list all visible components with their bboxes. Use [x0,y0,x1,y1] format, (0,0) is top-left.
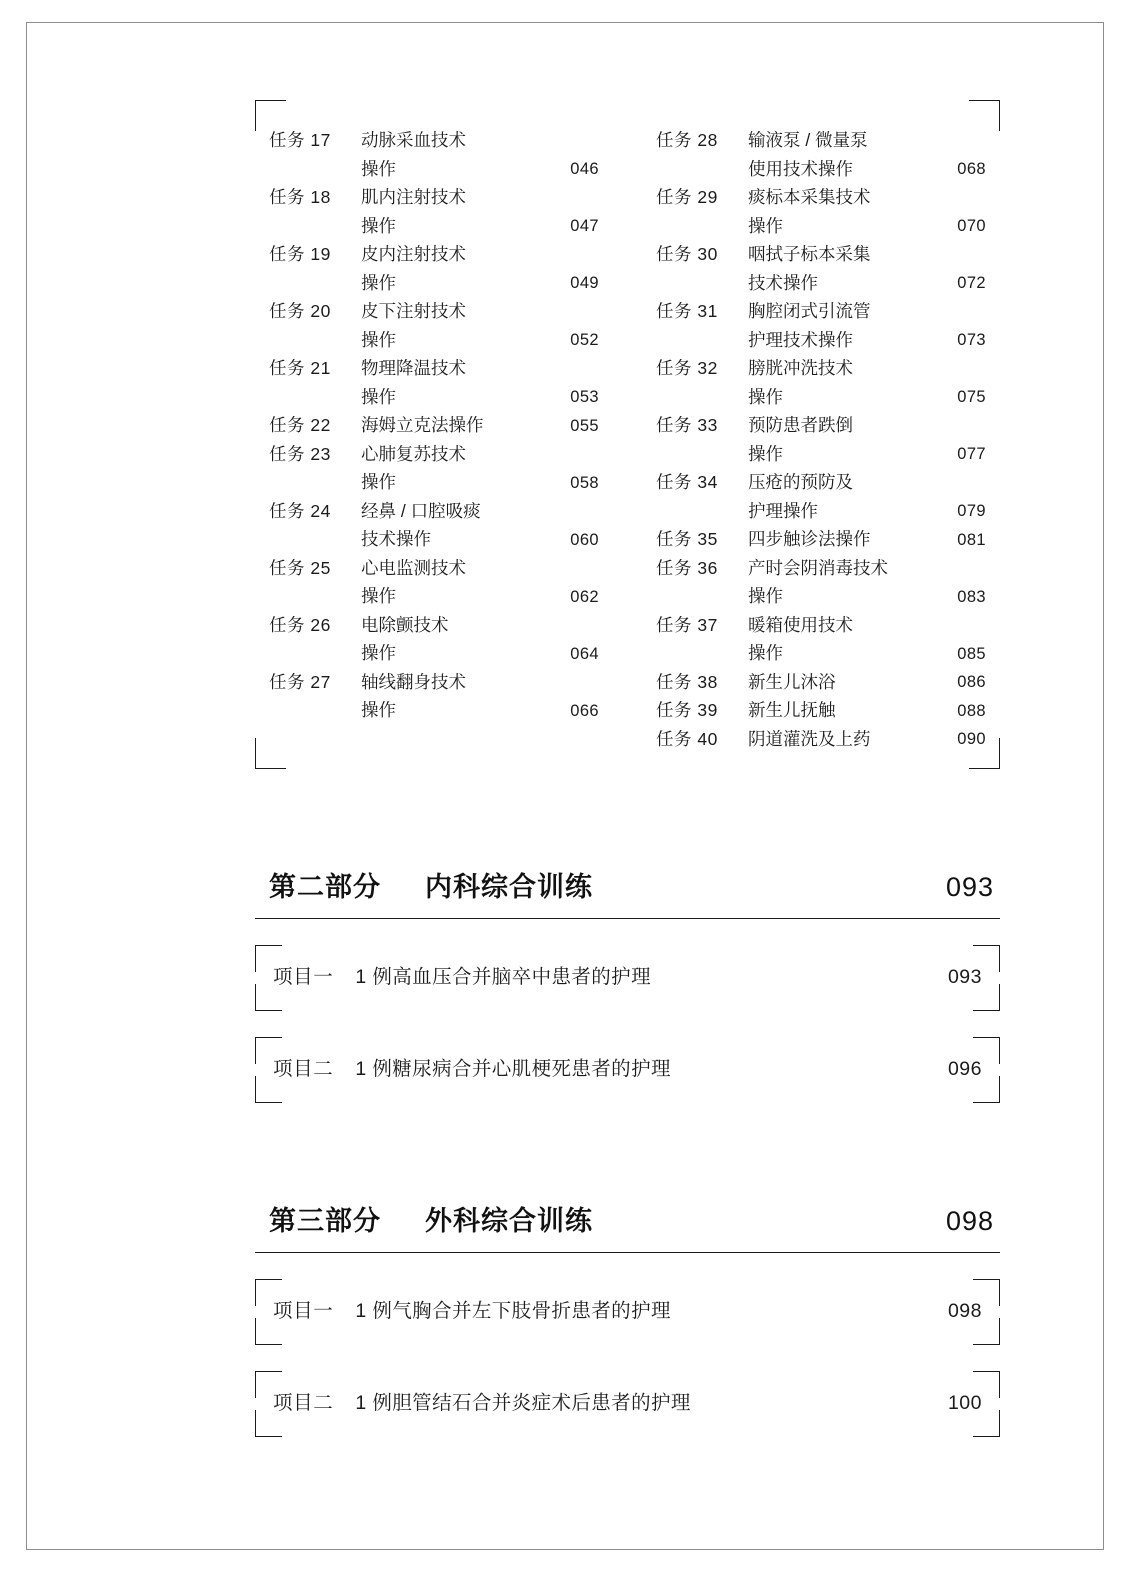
task-title [748,126,942,183]
task-page-number: 052 [570,331,599,350]
task-page-number: 085 [957,644,986,663]
task-title [748,183,942,240]
project-page-number: 098 [947,1300,982,1323]
task-title-line1: 胸腔闭式引流管 [748,301,871,322]
toc-content [255,100,1000,1437]
part-title-wrap [269,1199,593,1238]
task-title-line1: 预防患者跌倒 [748,415,853,436]
task-title-line1: 动脉采血技术 [361,130,466,150]
task-page-number: 046 [570,160,599,179]
toc-entry[interactable] [269,411,599,440]
task-title-line1: 输液泵 / 微量泵 [748,130,868,150]
part-section-3 [255,1199,1000,1437]
task-title [361,126,555,183]
task-title [748,611,942,668]
toc-entry[interactable] [269,668,599,725]
task-title [361,240,555,297]
task-title-line2: 操作 [748,443,783,464]
task-title [748,468,942,525]
task-number: 任务 39 [656,700,718,721]
task-page-number: 090 [957,730,986,749]
task-page-number: 062 [570,587,599,606]
task-title [361,440,555,497]
task-title-line1: 物理降温技术 [361,358,466,379]
toc-entry[interactable] [656,297,986,354]
project-inner [255,961,1000,995]
part-page-number: 098 [945,1206,994,1237]
toc-entry[interactable] [269,183,599,240]
toc-entry[interactable] [656,725,986,754]
task-title-line1: 四步触诊法操作 [748,529,871,550]
task-title [748,411,942,468]
task-title [361,497,555,554]
task-title [361,411,555,440]
task-title-line2: 操作 [748,586,783,607]
project-page-number: 100 [947,1392,982,1415]
task-number: 任务 33 [656,415,718,436]
task-number: 任务 22 [269,415,331,436]
task-page-number: 066 [570,701,599,720]
task-page-number: 081 [957,530,986,549]
task-title-line1: 皮内注射技术 [361,244,466,265]
task-title [361,354,555,411]
task-number: 任务 18 [269,187,331,208]
task-title-line1: 膀胱冲洗技术 [748,358,853,379]
project-entry[interactable] [255,1279,1000,1345]
project-inner [255,1295,1000,1329]
task-title [748,725,942,754]
task-title-line2: 操作 [361,643,396,664]
task-page-number: 083 [957,587,986,606]
task-title [748,297,942,354]
task-title [361,183,555,240]
project-label: 项目一 [273,966,334,989]
toc-entry[interactable] [656,611,986,668]
part-title-wrap [269,865,593,904]
task-number: 任务 37 [656,614,718,635]
task-title-line2: 操作 [748,215,783,236]
part-section-2 [255,865,1000,1103]
task-title [748,525,942,554]
task-title [361,554,555,611]
task-number: 任务 26 [269,614,331,635]
task-page-number: 073 [957,331,986,350]
task-title-line1: 电除颤技术 [361,614,449,635]
task-title [361,297,555,354]
task-page-number: 068 [957,160,986,179]
task-title-line1: 压疮的预防及 [748,472,853,493]
toc-entry[interactable] [269,611,599,668]
task-page-number: 077 [957,445,986,464]
task-title-line1: 新生儿抚触 [748,700,836,721]
toc-entry[interactable] [656,554,986,611]
task-title-line1: 心电监测技术 [361,557,466,578]
task-title-line1: 轴线翻身技术 [361,671,466,692]
task-title [361,611,555,668]
toc-entry[interactable] [656,240,986,297]
task-title [748,696,942,725]
task-number: 任务 32 [656,358,718,379]
part-header[interactable] [255,1199,1000,1253]
task-title-line2: 操作 [361,329,396,350]
task-title-line1: 咽拭子标本采集 [748,244,871,265]
task-columns [255,118,1000,753]
project-entry[interactable] [255,1037,1000,1103]
toc-entry[interactable] [656,183,986,240]
task-number: 任务 28 [656,130,718,150]
task-title-line1: 心肺复苏技术 [361,443,466,464]
project-name: 1 例糖尿病合并心肌梗死患者的护理 [355,1058,671,1081]
task-title-line2: 技术操作 [748,272,818,293]
task-number: 任务 35 [656,529,718,550]
project-page-number: 096 [947,1058,982,1081]
task-title-line1: 痰标本采集技术 [748,187,871,208]
task-title-line1: 肌内注射技术 [361,187,466,208]
project-name: 1 例高血压合并脑卒中患者的护理 [355,966,651,989]
project-name: 1 例胆管结石合并炎症术后患者的护理 [355,1392,691,1415]
task-page-number: 072 [957,274,986,293]
part-header[interactable] [255,865,1000,919]
project-left [273,1053,671,1081]
task-title-line2: 操作 [748,386,783,407]
project-name: 1 例气胸合并左下肢骨折患者的护理 [355,1300,671,1323]
part-label: 第三部分 [269,1206,381,1237]
toc-entry[interactable] [656,126,986,183]
task-number: 任务 27 [269,671,331,692]
task-number: 任务 23 [269,443,331,464]
toc-entry[interactable] [269,440,599,497]
project-label: 项目一 [273,1300,334,1323]
task-title-line2: 护理操作 [748,500,818,521]
task-page-number: 075 [957,388,986,407]
task-number: 任务 19 [269,244,331,265]
task-title-line2: 操作 [361,472,396,493]
project-page-number: 093 [947,966,982,989]
task-page-number: 047 [570,217,599,236]
task-title-line1: 产时会阴消毒技术 [748,557,888,578]
task-number: 任务 20 [269,301,331,322]
task-page-number: 053 [570,388,599,407]
task-title [748,554,942,611]
part-name: 内科综合训练 [425,872,593,903]
task-title-line2: 技术操作 [361,529,431,550]
part-name: 外科综合训练 [425,1206,593,1237]
toc-entry[interactable] [269,240,599,297]
project-label: 项目二 [273,1392,334,1415]
task-title-line1: 经鼻 / 口腔吸痰 [361,500,481,521]
task-page-number: 086 [957,673,986,692]
project-entry[interactable] [255,945,1000,1011]
task-number: 任务 21 [269,358,331,379]
task-title-line2: 操作 [361,272,396,293]
project-entry[interactable] [255,1371,1000,1437]
toc-entry[interactable] [269,354,599,411]
task-number: 任务 30 [656,244,718,265]
task-number: 任务 38 [656,671,718,692]
task-page-number: 058 [570,473,599,492]
project-left [273,1387,691,1415]
task-number: 任务 36 [656,557,718,578]
project-inner [255,1053,1000,1087]
task-page-number: 070 [957,217,986,236]
project-left [273,1295,671,1323]
task-page-number: 060 [570,530,599,549]
task-title-line2: 操作 [361,386,396,407]
task-number: 任务 31 [656,301,718,322]
task-number: 任务 24 [269,500,331,521]
toc-entry[interactable] [656,525,986,554]
task-title-line2: 护理技术操作 [748,329,853,350]
task-list-block [255,100,1000,769]
task-column-right [656,126,986,753]
task-number: 任务 29 [656,187,718,208]
toc-entry[interactable] [656,668,986,697]
task-page-number: 055 [570,416,599,435]
task-title [748,354,942,411]
task-title-line1: 阴道灌洗及上药 [748,728,871,749]
task-title [361,668,555,725]
task-title-line1: 暖箱使用技术 [748,614,853,635]
task-title-line2: 操作 [361,700,396,721]
task-page-number: 049 [570,274,599,293]
task-title-line2: 操作 [361,215,396,236]
toc-entry[interactable] [656,696,986,725]
project-inner [255,1387,1000,1421]
task-title-line1: 海姆立克法操作 [361,415,484,436]
task-number: 任务 34 [656,472,718,493]
task-title-line2: 操作 [748,643,783,664]
task-title-line1: 皮下注射技术 [361,301,466,322]
task-number: 任务 40 [656,728,718,749]
project-label: 项目二 [273,1058,334,1081]
task-page-number: 079 [957,502,986,521]
task-title-line2: 使用技术操作 [748,158,853,179]
part-page-number: 093 [945,872,994,903]
task-number: 任务 17 [269,130,331,150]
task-title [748,240,942,297]
task-title-line1: 新生儿沐浴 [748,671,836,692]
part-label: 第二部分 [269,872,381,903]
task-title-line2: 操作 [361,158,396,179]
project-left [273,961,651,989]
toc-entry[interactable] [656,411,986,468]
toc-entry[interactable] [656,354,986,411]
toc-entry[interactable] [269,497,599,554]
task-column-left [269,126,599,753]
task-page-number: 088 [957,701,986,720]
task-page-number: 064 [570,644,599,663]
task-number: 任务 25 [269,557,331,578]
toc-entry[interactable] [656,468,986,525]
toc-entry[interactable] [269,554,599,611]
task-title [748,668,942,697]
toc-entry[interactable] [269,126,599,183]
task-title-line2: 操作 [361,586,396,607]
toc-entry[interactable] [269,297,599,354]
